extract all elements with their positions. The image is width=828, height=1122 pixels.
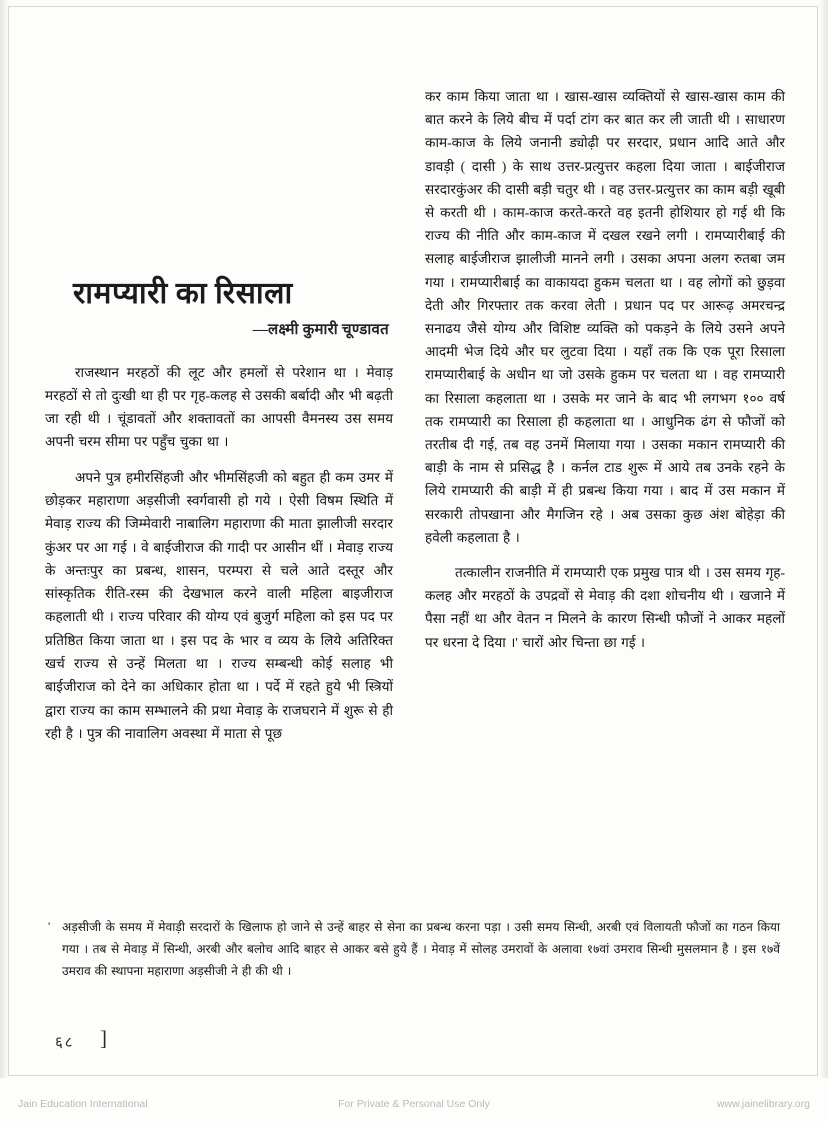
- left-column: [45, 275, 393, 747]
- footer-organization: Jain Education International: [18, 1097, 148, 1110]
- footnote-marker: ': [48, 919, 51, 933]
- page-title: रामप्यारी का रिसाला: [73, 277, 293, 310]
- page-edge-left: [0, 0, 9, 1078]
- page-number-bracket: ]: [100, 1026, 107, 1050]
- body-paragraph: राजस्थान मरहठों की लूट और हमलों से परेशान था । मेवाड़ मरहठों से तो दुःखी था ही पर गृह-कलह से उसकी बर्बादी और भी बढ़ती जा रही थी । चूंडावतों और शक्तावतों का आपसी वैमनस्य उस समय अपनी चरम सीमा पर पहुँच चुका था ।: [45, 364, 393, 450]
- paragraph-spacer: [45, 456, 393, 466]
- footnote-text: अड़सीजी के समय में मेवाड़ी सरदारों के खिलाफ हो जाने से उन्हें बाहर से सेना का प्रबन्ध करना पड़ा । उसी समय सिन्धी, अरबी एवं विलायती फौजों का गठन किया गया । तब से मेवाड़ में सिन्धी, अरबी और बलोच आदि बाहर से आकर बसे हुये हैं । मेवाड़ में सोलह उमरावों के अलावा १७वां उमराव सिन्धी मुसलमान है । इस १७वें उमराव की स्थापना महाराणा अड़सीजी ने ही की थी ।: [62, 920, 781, 978]
- body-paragraph: तत्कालीन राजनीति में रामप्यारी एक प्रमुख पात्र थी । उस समय गृह-कलह और मरहठों के उपद्रवों से मेवाड़ की दशा शोचनीय थी । खजाने में पैसा नहीं था और वेतन न मिलने के कारण सिन्धी फौजों ने आकर महलों पर धरना दे दिया ।' चारों ओर चिन्ता छा गई ।: [425, 565, 785, 650]
- article-byline: —लक्ष्मी कुमारी चूण्डावत: [252, 321, 389, 338]
- page-footer: [0, 1085, 828, 1122]
- body-paragraph: कर काम किया जाता था । खास-खास व्यक्तियों से खास-खास काम की बात करने के लिये बीच में पर्दा टांग कर बात कर ली जाती थी । साधारण काम-काज के लिये जनानी ड्योढ़ी पर सरदार, प्रधान आदि आते और डावड़ी ( दासी ) के साथ उत्तर-प्रत्युत्तर कहला दिया जाता । बाईजीराज सरदारकुंअर की दासी बड़ी चतुर थी । वह उत्तर-प्रत्युत्तर का काम बड़ी खूबी से करती थी । काम-काज करते-करते वह इतनी होशियार हो गई थी कि राज्य की नीति और काम-काज में दखल रखने लगी । रामप्यारीबाई की सलाह बाईजीराज झालीजी मानने लगी । उसका अपना अलग रुतबा जम गया । रामप्यारीबाई का वाकायदा हुकम चलता था । वह लोगों को छुड़वा देती और गिरफ्तार तक करवा लेती । प्रधान पद पर आरूढ़ अमरचन्द्र सनाढय जैसे योग्य और विशिष्ट व्यक्ति को पकड़ने के लिये उसने अपने आदमी भेज दिये और घर लुटवा दिया । यहाँ तक कि एक पूरा रिसाला रामप्यारीबाई के अधीन था जो उसके हुकम पर चलता था । वह रामप्यारी का रिसाला कहलाता था । उसके मर जाने के बाद भी लगभग १०० वर्ष तक रामप्यारी का रिसाला ही कहलाता था । आधुनिक ढंग से फौजों को तरतीब दी गई, तब वह उनमें मिलाया गया । उसका मकान रामप्यारी की बाड़ी के नाम से प्रसिद्ध है । कर्नल टाड शुरू में आये तब उनके रहने के लिये रामप्यारी की बाड़ी में ही प्रबन्ध किया गया । बाद में उस मकान में सरकारी तोपखाना और मैगजिन रहे । अब उसका कुछ अंश बोहेड़ा की हवेली कहलाता है ।: [425, 89, 785, 545]
- page-number: ६८: [55, 1035, 75, 1051]
- right-column: [425, 85, 785, 656]
- footer-website-url[interactable]: www.jainelibrary.org: [716, 1097, 810, 1110]
- paragraph-spacer: [425, 551, 785, 561]
- page-edge-right: [819, 0, 828, 1078]
- body-paragraph: अपने पुत्र हमीरसिंहजी और भीमसिंहजी को बहुत ही कम उमर में छोड़कर महाराणा अड़सीजी स्वर्गवासी हो गये । ऐसी विषम स्थिति में मेवाड़ राज्य की जिम्मेवारी नाबालिग महाराणा की माता झालीजी सरदार कुंअर पर आ गई । वे बाईजीराज की गादी पर आसीन थीं । मेवाड़ राज्य के अन्तःपुर का प्रबन्ध, शासन, परम्परा से चले आते दस्तूर और सांस्कृतिक रीति-रस्म की देखभाल करने वाली महिला बाइजीराज कहलाती थी । राज्य परिवार की योग्य एवं बुजुर्ग महिला को इस पद पर प्रतिष्ठित किया जाता था । इस पद के भार व व्यय के लिये अतिरिक्त खर्च राज्य से उन्हें मिलता था । राज्य सम्बन्धी कोई सलाह भी बाईजीराज को देने का अधिकार होता था । पर्दे में रहते हुये भी स्त्रियों द्वारा राज्य का काम सम्भालने की प्रथा मेवाड़ के राजघराने में शुरू से ही रही है । पुत्र की नावालिग अवस्था में माता से पूछ: [45, 469, 393, 741]
- footnote: [48, 916, 781, 982]
- footer-usage-notice: For Private & Personal Use Only: [338, 1097, 490, 1110]
